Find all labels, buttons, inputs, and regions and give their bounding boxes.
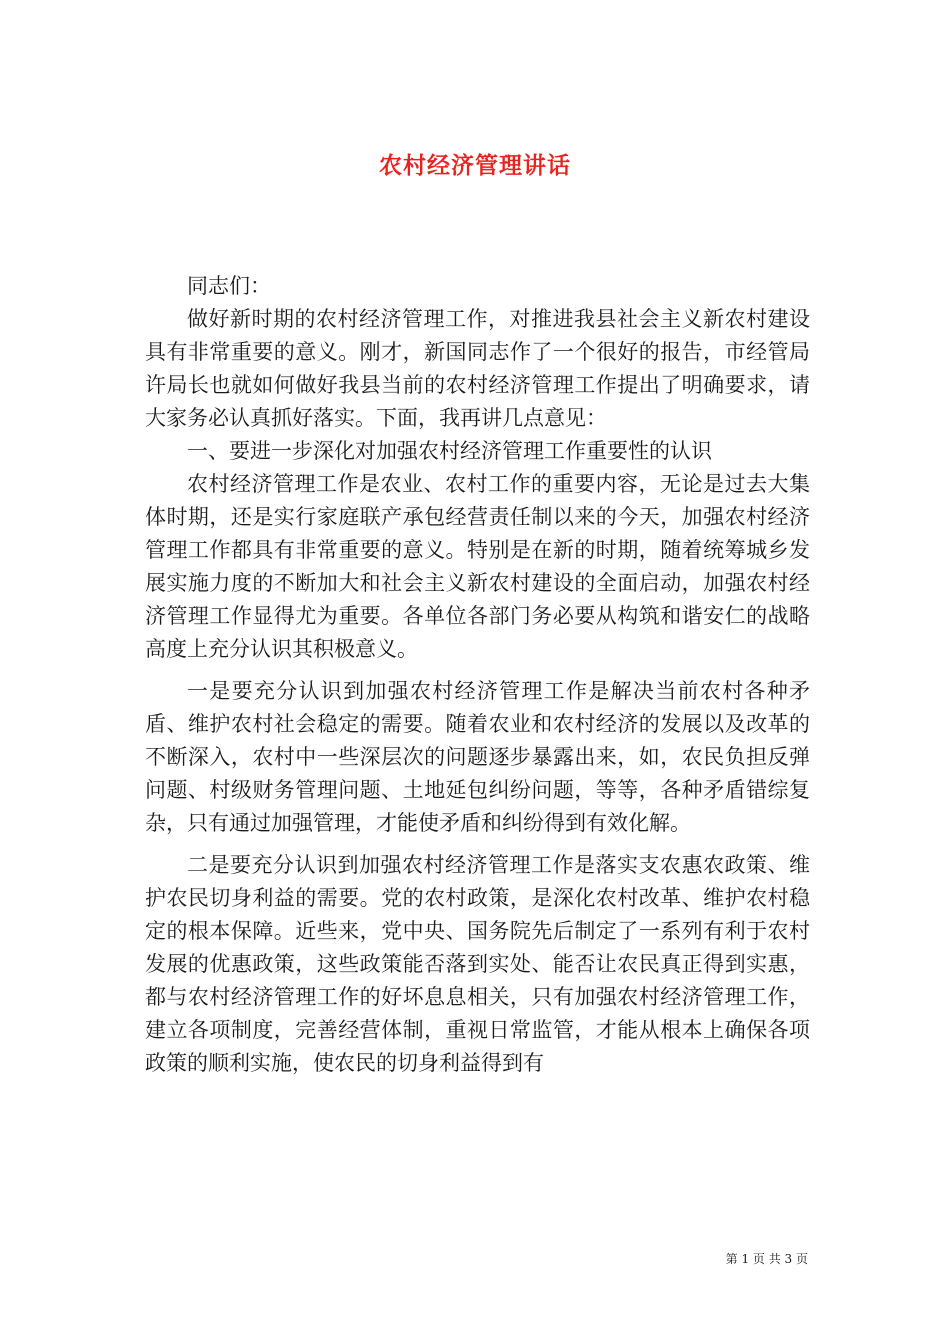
page-title: 农村经济管理讲话 (379, 152, 571, 180)
body-paragraph: 一是要充分认识到加强农村经济管理工作是解决当前农村各种矛盾、维护农村社会稳定的需要。随着农业和农村经济的发展以及改革的不断深入，农村中一些深层次的问题逐步暴露出来，如，农民负担反弹问题、村级财务管理问题、土地延包纠纷问题，等等，各种矛盾错综复杂，只有通过加强管理，才能使矛盾和纠纷得到有效化解。 (145, 679, 810, 835)
body-paragraph: 农村经济管理工作是农业、农村工作的重要内容，无论是过去大集体时期，还是实行家庭联产承包经营责任制以来的今天，加强农村经济管理工作都具有非常重要的意义。特别是在新的时期，随着统筹城乡发展实施力度的不断加大和社会主义新农村建设的全面启动，加强农村经济管理工作显得尤为重要。各单位各部门务必要从构筑和谐安仁的战略高度上充分认识其积极意义。 (145, 472, 810, 661)
body-paragraph: 二是要充分认识到加强农村经济管理工作是落实支农惠农政策、维护农民切身利益的需要。党的农村政策，是深化农村改革、维护农村稳定的根本保障。近些来，党中央、国务院先后制定了一系列有利于农村发展的优惠政策，这些政策能否落到实处、能否让农民真正得到实惠，都与农村经济管理工作的好坏息息相关，只有加强农村经济管理工作，建立各项制度，完善经营体制，重视日常监管，才能从根本上确保各项政策的顺利实施，使农民的切身利益得到有 (145, 853, 810, 1075)
page-number: 第 1 页 共 3 页 (725, 1252, 808, 1266)
greeting-paragraph: 同志们： (187, 274, 271, 298)
intro-paragraph: 做好新时期的农村经济管理工作，对推进我县社会主义新农村建设具有非常重要的意义。刚才，新国同志作了一个很好的报告，市经管局许局长也就如何做好我县当前的农村经济管理工作提出了明确要求，请大家务必认真抓好落实。下面，我再讲几点意见： (145, 307, 810, 430)
document-body (145, 270, 810, 1080)
section-heading: 一、要进一步深化对加强农村经济管理工作重要性的认识 (187, 439, 712, 463)
